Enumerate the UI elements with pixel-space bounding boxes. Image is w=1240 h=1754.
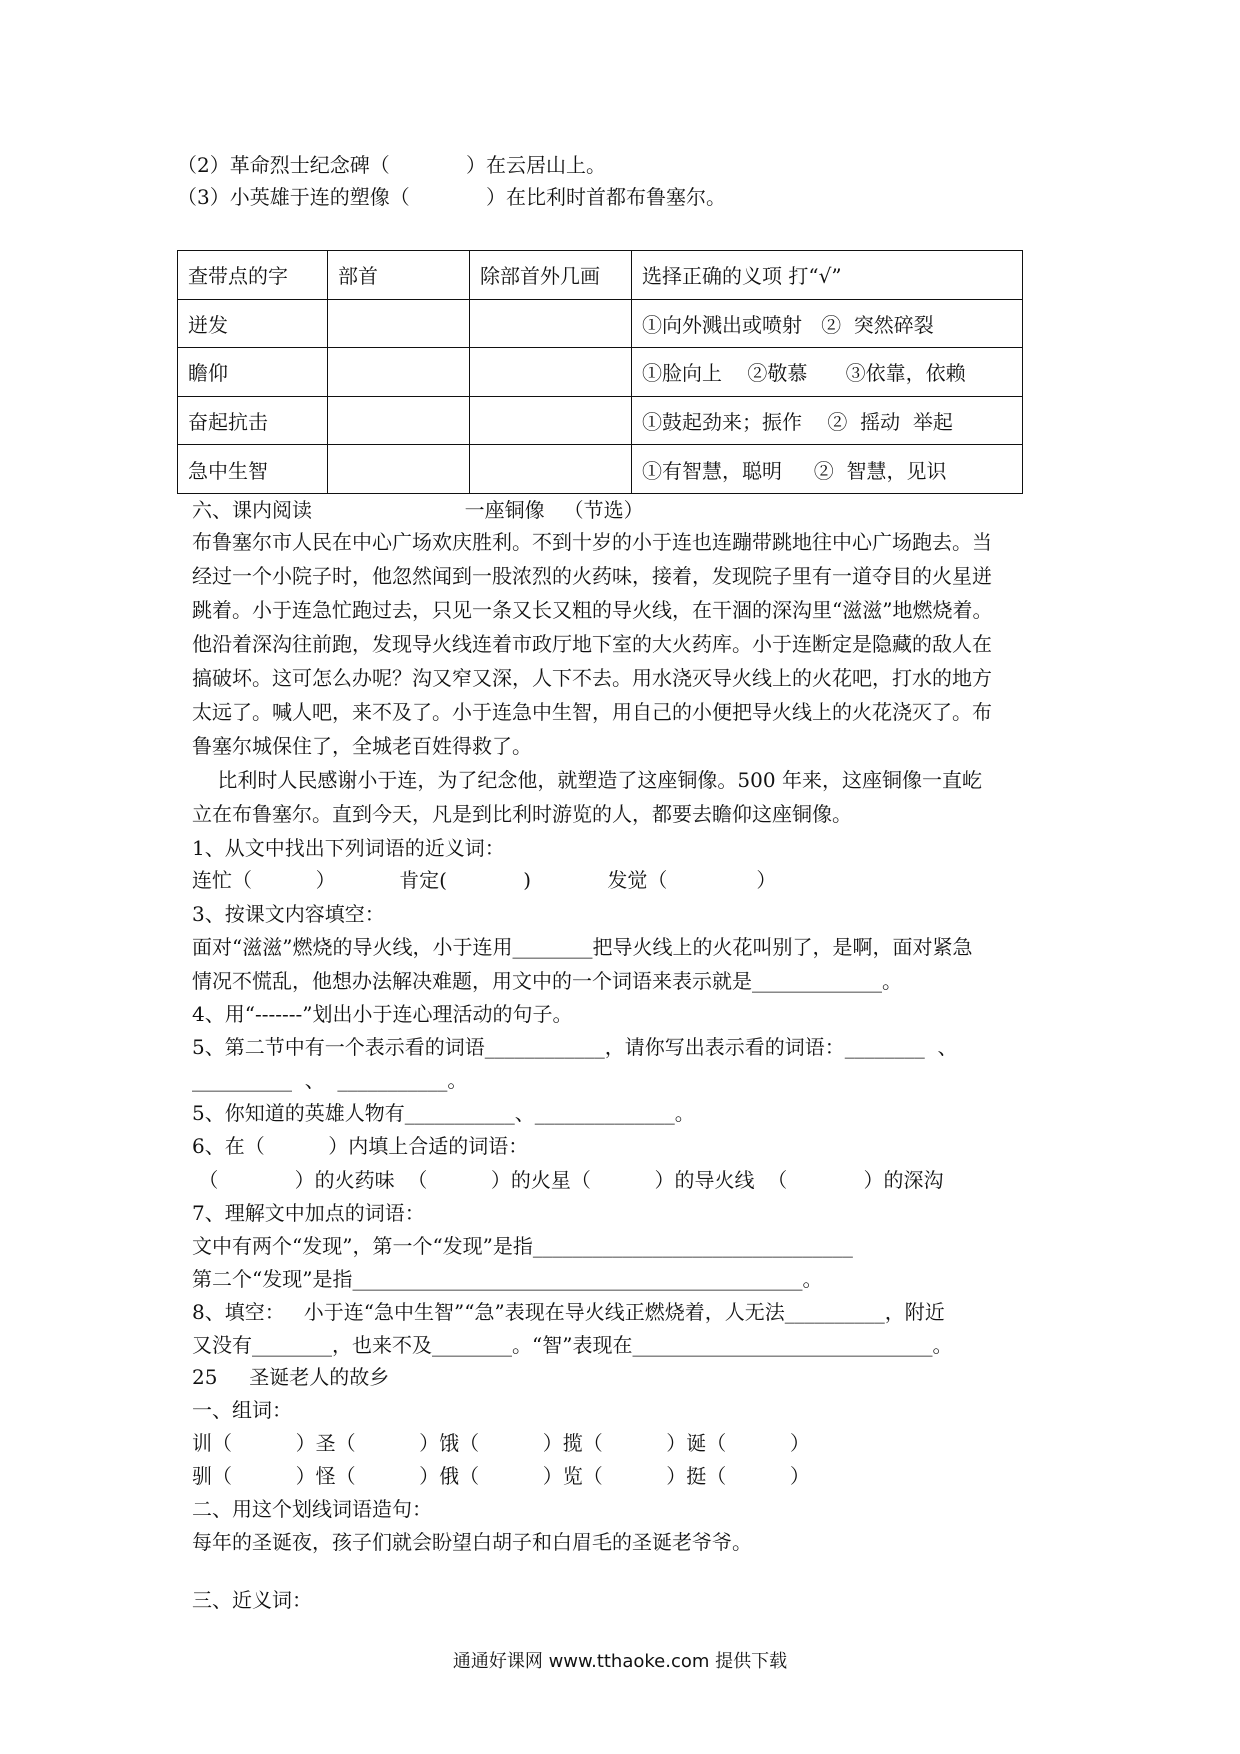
table-cell-strokes[interactable] [470, 348, 632, 397]
question-6-blanks[interactable]: （ ）的火药味 （ ）的火星（ ）的导火线 （ ）的深沟 [192, 1168, 944, 1192]
passage-line: 立在布鲁塞尔。直到今天，凡是到比利时游览的人，都要去瞻仰这座铜像。 [192, 802, 852, 826]
question-3-line[interactable]: 情况不慌乱，他想办法解决难题，用文中的一个词语来表示就是_____________。 [192, 969, 902, 993]
table-cell-meanings: ①鼓起劲来；振作 ② 摇动 举起 [632, 396, 1023, 445]
question-3: 3、按课文内容填空： [192, 902, 385, 926]
table-cell-word: 急中生智 [178, 445, 328, 494]
question-6: 6、在（ ）内填上合适的词语： [192, 1134, 529, 1158]
question-4: 4、用“-------”划出小于连心理活动的句子。 [192, 1002, 573, 1026]
table-row [178, 299, 1023, 348]
table-cell-radical[interactable] [328, 396, 470, 445]
table-cell-strokes[interactable] [470, 445, 632, 494]
passage-line: 比利时人民感谢小于连，为了纪念他，就塑造了这座铜像。500 年来，这座铜像一直屹 [192, 768, 982, 792]
passage-line: 鲁塞尔城保住了，全城老百姓得救了。 [192, 734, 532, 758]
question-7-line[interactable]: 第二个“发现”是指_____________________________________________。 [192, 1267, 823, 1291]
example-sentence: 每年的圣诞夜，孩子们就会盼望白胡子和白眉毛的圣诞老爷爷。 [192, 1530, 752, 1554]
question-5a[interactable]: 5、第二节中有一个表示看的词语____________，请你写出表示看的词语：________ 、 [192, 1035, 958, 1059]
passage-line: 搞破坏。这可怎么办呢？沟又窄又深，人下不去。用水浇灭导火线上的火花吧，打水的地方 [192, 666, 992, 690]
question-7: 7、理解文中加点的词语： [192, 1201, 425, 1225]
passage-line: 他沿着深沟往前跑，发现导火线连着市政厅地下室的大火药库。小于连断定是隐藏的敌人在 [192, 632, 992, 656]
question-5b[interactable]: 5、你知道的英雄人物有___________、______________。 [192, 1101, 695, 1125]
page-footer: 通通好课网 www.tthaoke.com 提供下载 [452, 1651, 788, 1672]
table-header-cell: 除部首外几画 [470, 251, 632, 300]
table-row [178, 445, 1023, 494]
question-1: 1、从文中找出下列词语的近义词： [192, 836, 505, 860]
table-cell-meanings: ①脸向上 ②敬慕 ③依靠，依赖 [632, 348, 1023, 397]
table-cell-meanings: ①向外溅出或喷射 ② 突然碎裂 [632, 299, 1023, 348]
table-header-cell: 部首 [328, 251, 470, 300]
character-lookup-table [177, 250, 1023, 494]
table-row [178, 348, 1023, 397]
lesson-25-title: 25 圣诞老人的故乡 [192, 1365, 390, 1389]
table-cell-word: 瞻仰 [178, 348, 328, 397]
table-header-cell: 选择正确的义项 打“√” [632, 251, 1023, 300]
table-cell-radical[interactable] [328, 299, 470, 348]
table-row [178, 396, 1023, 445]
table-cell-strokes[interactable] [470, 299, 632, 348]
table-cell-word: 奋起抗击 [178, 396, 328, 445]
fill-line-3: （3）小英雄于连的塑像（ ）在比利时首都布鲁塞尔。 [177, 185, 727, 209]
word-group-line[interactable]: 驯（ ）怪（ ）俄（ ）览（ ）挺（ ） [192, 1464, 810, 1488]
question-8[interactable]: 8、填空： 小于连“急中生智”“急”表现在导火线正燃烧着，人无法__________，附近 [192, 1300, 945, 1324]
passage-line: 太远了。喊人吧，来不及了。小于连急中生智，用自己的小便把导火线上的火花浇灭了。布 [192, 700, 992, 724]
table-header-row [178, 251, 1023, 300]
question-1-blanks[interactable]: 连忙（ ） 肯定( ) 发觉（ ） [192, 868, 777, 892]
table-cell-radical[interactable] [328, 348, 470, 397]
question-8-cont[interactable]: 又没有________，也来不及________。“智”表现在______________________________。 [192, 1333, 953, 1357]
table-header-cell: 查带点的字 [178, 251, 328, 300]
question-7-line[interactable]: 文中有两个“发现”，第一个“发现”是指________________________________ [192, 1234, 853, 1258]
table-cell-meanings: ①有智慧，聪明 ② 智慧，见识 [632, 445, 1023, 494]
word-group-line[interactable]: 训（ ）圣（ ）饿（ ）揽（ ）诞（ ） [192, 1431, 810, 1455]
passage-line: 跳着。小于连急忙跑过去，只见一条又长又粗的导火线，在干涸的深沟里“滋滋”地燃烧着。 [192, 598, 993, 622]
fill-line-2: （2）革命烈士纪念碑（ ）在云居山上。 [177, 153, 607, 177]
section-2-heading: 二、用这个划线词语造句： [192, 1497, 432, 1521]
question-5a-cont[interactable]: __________ 、 ___________。 [192, 1068, 468, 1092]
passage-line: 布鲁塞尔市人民在中心广场欢庆胜利。不到十岁的小于连也连蹦带跳地往中心广场跑去。当 [192, 530, 992, 554]
passage-line: 经过一个小院子时，他忽然闻到一股浓烈的火药味，接着，发现院子里有一道夺目的火星迸 [192, 564, 992, 588]
section-1-heading: 一、组词： [192, 1398, 292, 1422]
table-cell-radical[interactable] [328, 445, 470, 494]
table-cell-strokes[interactable] [470, 396, 632, 445]
section-6-heading: 六、课内阅读 一座铜像 （节选） [192, 498, 644, 522]
question-3-line[interactable]: 面对“滋滋”燃烧的导火线，小于连用________把导火线上的火花叫别了，是啊，面对紧急 [192, 935, 973, 959]
table-cell-word: 迸发 [178, 299, 328, 348]
section-3-heading: 三、近义词： [192, 1588, 312, 1612]
